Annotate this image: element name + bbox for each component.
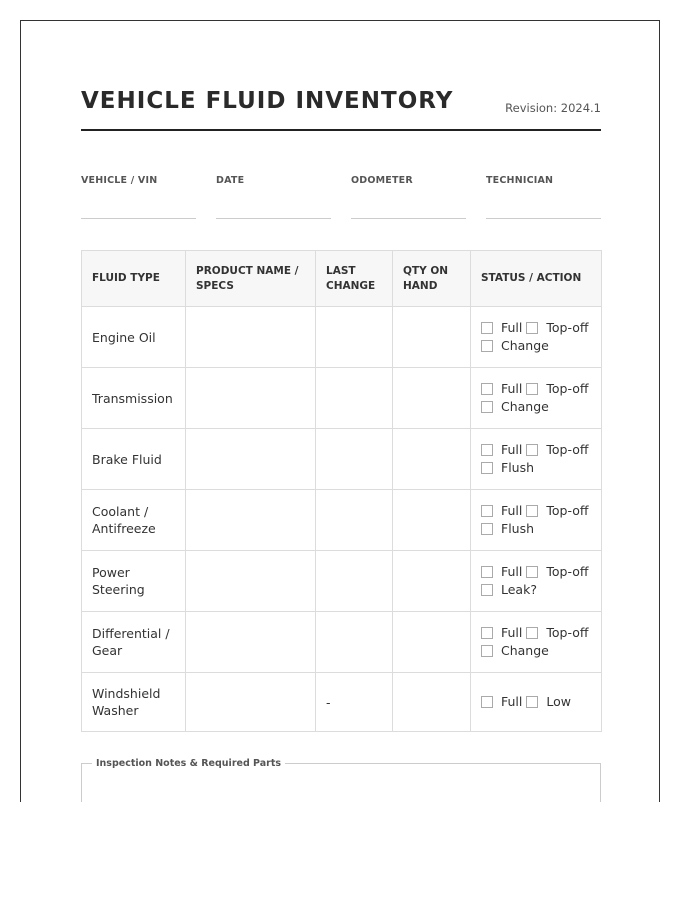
product-cell[interactable] <box>186 551 316 612</box>
status-cell <box>471 368 602 429</box>
option-label: Top-off <box>546 442 589 457</box>
last-change-cell[interactable] <box>316 490 393 551</box>
field-label: VEHICLE / VIN <box>81 175 158 186</box>
checkbox[interactable] <box>526 505 538 517</box>
field-input-line[interactable] <box>351 218 466 219</box>
checkbox[interactable] <box>481 340 493 352</box>
last-change-cell[interactable] <box>316 429 393 490</box>
checkbox[interactable] <box>481 444 493 456</box>
table-row <box>82 490 602 551</box>
last-change-cell[interactable] <box>316 368 393 429</box>
document-page <box>20 20 660 802</box>
checkbox[interactable] <box>526 627 538 639</box>
checkbox[interactable] <box>481 523 493 535</box>
product-cell[interactable] <box>186 429 316 490</box>
option-label: Full <box>501 564 523 579</box>
column-header-product: PRODUCT NAME / SPECS <box>186 251 316 307</box>
table-row <box>82 429 602 490</box>
revision-label: Revision: 2024.1 <box>505 101 601 115</box>
checkbox[interactable] <box>481 322 493 334</box>
last-change-cell[interactable] <box>316 612 393 673</box>
checkbox[interactable] <box>526 383 538 395</box>
checkbox[interactable] <box>481 462 493 474</box>
option-label: Full <box>501 442 523 457</box>
column-header-status: STATUS / ACTION <box>471 251 602 307</box>
table-header-row <box>82 251 602 307</box>
last-change-cell[interactable] <box>316 307 393 368</box>
notes-legend: Inspection Notes & Required Parts <box>96 758 282 769</box>
product-cell[interactable] <box>186 368 316 429</box>
qty-cell[interactable] <box>393 429 471 490</box>
field-label: DATE <box>216 175 245 186</box>
checkbox[interactable] <box>526 696 538 708</box>
technician-field[interactable] <box>486 175 601 186</box>
option-label: Top-off <box>546 503 589 518</box>
page-title: VEHICLE FLUID INVENTORY <box>81 88 454 114</box>
status-cell <box>471 673 602 732</box>
document-header <box>81 87 601 131</box>
status-cell <box>471 307 602 368</box>
fluid-type-cell: Power Steering <box>82 551 186 612</box>
qty-cell[interactable] <box>393 368 471 429</box>
option-label: Top-off <box>546 381 589 396</box>
option-label: Full <box>501 320 523 335</box>
checkbox[interactable] <box>481 505 493 517</box>
column-header-last-change: LAST CHANGE <box>316 251 393 307</box>
option-label: Top-off <box>546 320 589 335</box>
checkbox[interactable] <box>481 401 493 413</box>
fluid-type-cell: Windshield Washer <box>82 673 186 732</box>
vehicle-vin-field[interactable] <box>81 175 196 186</box>
info-fields <box>81 175 601 221</box>
option-label: Change <box>501 399 549 414</box>
checkbox[interactable] <box>481 696 493 708</box>
last-change-cell[interactable]: - <box>316 673 393 732</box>
status-cell <box>471 490 602 551</box>
checkbox[interactable] <box>481 566 493 578</box>
fluid-type-cell: Differential / Gear <box>82 612 186 673</box>
column-header-qty: QTY ON HAND <box>393 251 471 307</box>
table-row <box>82 551 602 612</box>
fluid-type-cell: Transmission <box>82 368 186 429</box>
option-label: Flush <box>501 521 535 536</box>
checkbox[interactable] <box>481 645 493 657</box>
option-label: Change <box>501 643 549 658</box>
fluid-type-cell: Coolant / Antifreeze <box>82 490 186 551</box>
table-row <box>82 307 602 368</box>
option-label: Full <box>501 625 523 640</box>
checkbox[interactable] <box>481 383 493 395</box>
table-row <box>82 368 602 429</box>
fluid-type-cell: Brake Fluid <box>82 429 186 490</box>
qty-cell[interactable] <box>393 307 471 368</box>
option-label: Leak? <box>501 582 537 597</box>
qty-cell[interactable] <box>393 490 471 551</box>
product-cell[interactable] <box>186 673 316 732</box>
checkbox[interactable] <box>526 566 538 578</box>
option-label: Top-off <box>546 564 589 579</box>
option-label: Full <box>501 503 523 518</box>
option-label: Flush <box>501 460 535 475</box>
field-input-line[interactable] <box>216 218 331 219</box>
option-label: Full <box>501 694 523 709</box>
product-cell[interactable] <box>186 307 316 368</box>
field-input-line[interactable] <box>486 218 601 219</box>
checkbox[interactable] <box>481 627 493 639</box>
qty-cell[interactable] <box>393 551 471 612</box>
status-cell <box>471 429 602 490</box>
table-row <box>82 612 602 673</box>
status-cell <box>471 551 602 612</box>
date-field[interactable] <box>216 175 331 186</box>
fluid-type-cell: Engine Oil <box>82 307 186 368</box>
inspection-notes-box[interactable] <box>81 758 601 802</box>
qty-cell[interactable] <box>393 673 471 732</box>
product-cell[interactable] <box>186 490 316 551</box>
fluid-table <box>81 250 602 732</box>
option-label: Change <box>501 338 549 353</box>
field-label: ODOMETER <box>351 175 413 186</box>
field-label: TECHNICIAN <box>486 175 554 186</box>
checkbox[interactable] <box>526 444 538 456</box>
checkbox[interactable] <box>481 584 493 596</box>
checkbox[interactable] <box>526 322 538 334</box>
qty-cell[interactable] <box>393 612 471 673</box>
field-input-line[interactable] <box>81 218 196 219</box>
product-cell[interactable] <box>186 612 316 673</box>
last-change-cell[interactable] <box>316 551 393 612</box>
status-cell <box>471 612 602 673</box>
option-label: Low <box>546 694 571 709</box>
option-label: Top-off <box>546 625 589 640</box>
column-header-fluid-type: FLUID TYPE <box>82 251 186 307</box>
table-row <box>82 673 602 732</box>
odometer-field[interactable] <box>351 175 466 186</box>
option-label: Full <box>501 381 523 396</box>
